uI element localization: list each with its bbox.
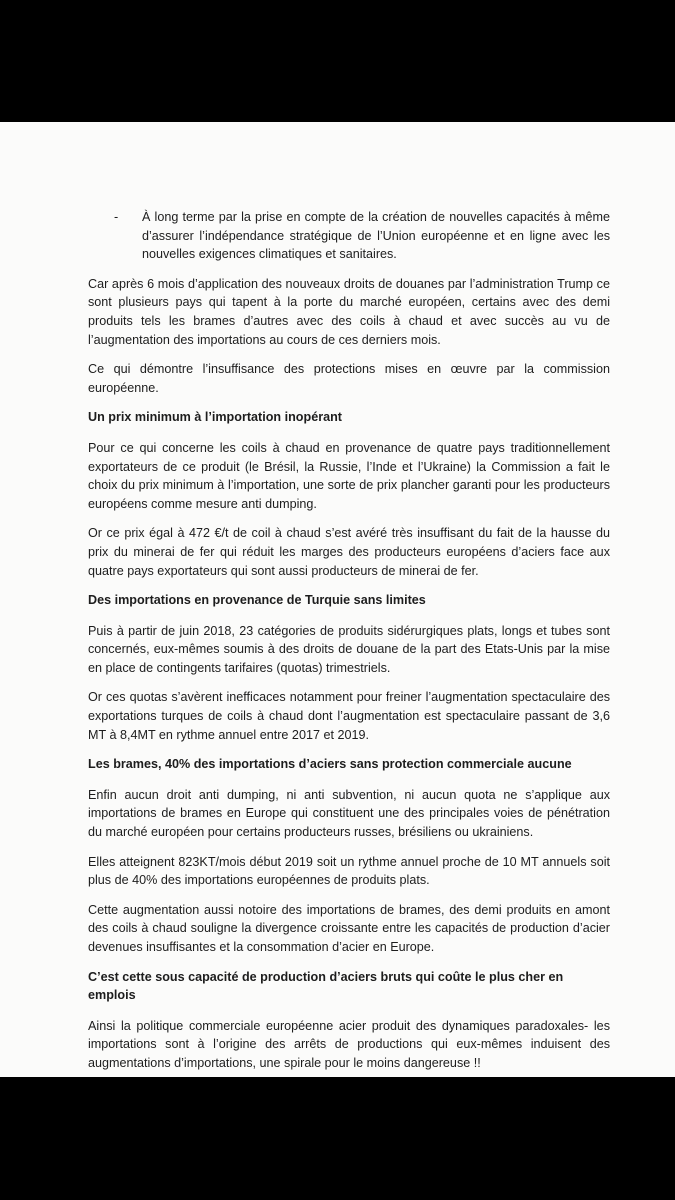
- paragraph: Or ce prix égal à 472 €/t de coil à chaud s’est avéré très insuffisant du fait de la hausse du prix du minerai de fer qui réduit les marges des producteurs européens d’aciers face aux quatre pays exportateurs qui sont aussi producteurs de minerai de fer.: [88, 526, 610, 578]
- document-body: [88, 208, 610, 1077]
- paragraph: Ce qui démontre l’insuffisance des protections mises en œuvre par la commission européenne.: [88, 362, 610, 395]
- section-heading: C’est cette sous capacité de production d’aciers bruts qui coûte le plus cher en emplois: [88, 969, 564, 1003]
- paragraph: Cette augmentation aussi notoire des importations de brames, des demi produits en amont des coils à chaud souligne la divergence croissante entre les capacités de production d’acier devenues insuffisantes et la consommation d’acier en Europe.: [88, 902, 610, 954]
- paragraph: Or ces quotas s’avèrent inefficaces notamment pour freiner l’augmentation spectaculaire des exportations turques de coils à chaud dont l’augmentation est spectaculaire passant de 3,6 MT à 8,4MT en rythme annuel entre 2017 et 2019.: [88, 690, 610, 742]
- document-page: [0, 122, 675, 1077]
- paragraph: Car après 6 mois d’application des nouveaux droits de douanes par l’administration Trump ce sont plusieurs pays qui tapent à la porte du marché européen, certains avec des demi produits tels les brames d’autres avec des coils à chaud et avec succès au vu de l’augmentation des importations au cours de ces derniers mois.: [88, 276, 610, 347]
- paragraph: Elles atteignent 823KT/mois début 2019 soit un rythme annuel proche de 10 MT annuels soit plus de 40% des importations européennes de produits plats.: [88, 854, 610, 888]
- section-heading: Les brames, 40% des importations d’aciers sans protection commerciale aucune: [88, 757, 572, 772]
- paragraph: Pour ce qui concerne les coils à chaud en provenance de quatre pays traditionnellement exportateurs de ce produit (le Brésil, la Russie, l’Inde et l’Ukraine) la Commission a fait le choix du prix minimum à l’importation, une sorte de prix plancher garanti pour les producteurs européens comme mesure anti dumping.: [88, 440, 610, 511]
- paragraph: Puis à partir de juin 2018, 23 catégories de produits sidérurgiques plats, longs et tubes sont concernés, eux-mêmes soumis à des droits de douane de la part des Etats-Unis par la mise en place de contingents tarifaires (quotas) trimestriels.: [88, 623, 610, 675]
- section-heading: Un prix minimum à l’importation inopérant: [88, 410, 342, 425]
- paragraph: Ainsi la politique commerciale européenne acier produit des dynamiques paradoxales- les importations sont à l’origine des arrêts de productions qui eux-mêmes induisent des augmentations d’importations, une spirale pour le moins dangereuse !!: [88, 1018, 610, 1070]
- bullet-text: À long terme par la prise en compte de la création de nouvelles capacités à même d’assurer l’indépendance stratégique de l’Union européenne et en ligne avec les nouvelles exigences climatiques et sanitaires.: [142, 210, 610, 262]
- section-heading: Des importations en provenance de Turquie sans limites: [88, 593, 426, 608]
- paragraph: Enfin aucun droit anti dumping, ni anti subvention, ni aucun quota ne s’applique aux importations de brames en Europe qui constituent une des principales voies de pénétration du marché européen pour certains producteurs russes, brésiliens ou ukrainiens.: [88, 787, 610, 840]
- bullet-item: [88, 208, 610, 264]
- bullet-dash: -: [114, 210, 119, 224]
